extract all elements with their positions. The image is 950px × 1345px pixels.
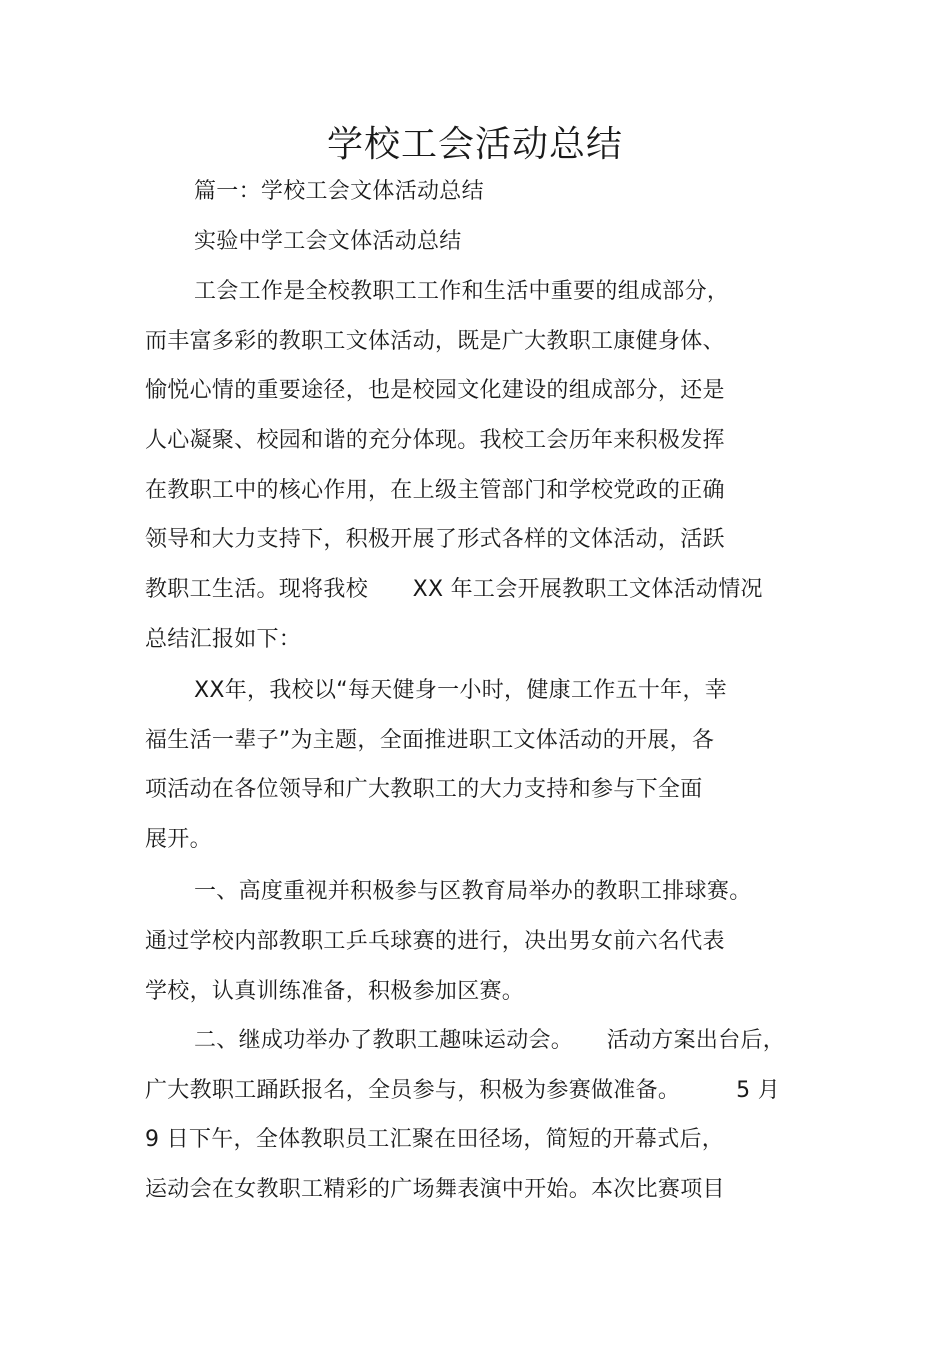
text-line: 而丰富多彩的教职工文体活动，既是广大教职工康健身体、 [145,329,725,354]
text-line: 总结汇报如下： [145,627,302,652]
text-line: 广大教职工踊跃报名，全员参与，积极为参赛做准备。 5 月 [145,1078,780,1103]
text-line: 福生活一辈子”为主题，全面推进职工文体活动的开展，各 [145,728,715,753]
text-line: 二、继成功举办了教职工趣味运动会。 活动方案出台后， [194,1028,786,1053]
text-line: 学校，认真训练准备，积极参加区赛。 [145,979,525,1004]
text-line: 工会工作是全校教职工工作和生活中重要的组成部分， [194,279,730,304]
text-line: 在教职工中的核心作用，在上级主管部门和学校党政的正确 [145,478,725,503]
text-line: 教职工生活。现将我校 XX 年工会开展教职工文体活动情况 [145,577,763,602]
text-line: 通过学校内部教职工乒乓球赛的进行，决出男女前六名代表 [145,929,725,954]
text-line: 项活动在各位领导和广大教职工的大力支持和参与下全面 [145,777,703,802]
text-line: 篇一：学校工会文体活动总结 [194,179,484,204]
text-line: 9 日下午，全体教职员工汇聚在田径场，简短的开幕式后， [145,1127,725,1152]
text-line: 展开。 [145,827,212,852]
text-line: 运动会在女教职工精彩的广场舞表演中开始。本次比赛项目 [145,1177,725,1202]
text-line: 领导和大力支持下，积极开展了形式各样的文体活动，活跃 [145,527,725,552]
text-line: 实验中学工会文体活动总结 [194,229,462,254]
text-line: 愉悦心情的重要途径，也是校园文化建设的组成部分，还是 [145,378,725,403]
document-title: 学校工会活动总结 [326,124,623,165]
text-line: XX年，我校以“每天健身一小时，健康工作五十年，幸 [194,678,728,703]
text-line: 一、高度重视并积极参与区教育局举办的教职工排球赛。 [194,879,752,904]
text-line: 人心凝聚、校园和谐的充分体现。我校工会历年来积极发挥 [145,428,725,453]
